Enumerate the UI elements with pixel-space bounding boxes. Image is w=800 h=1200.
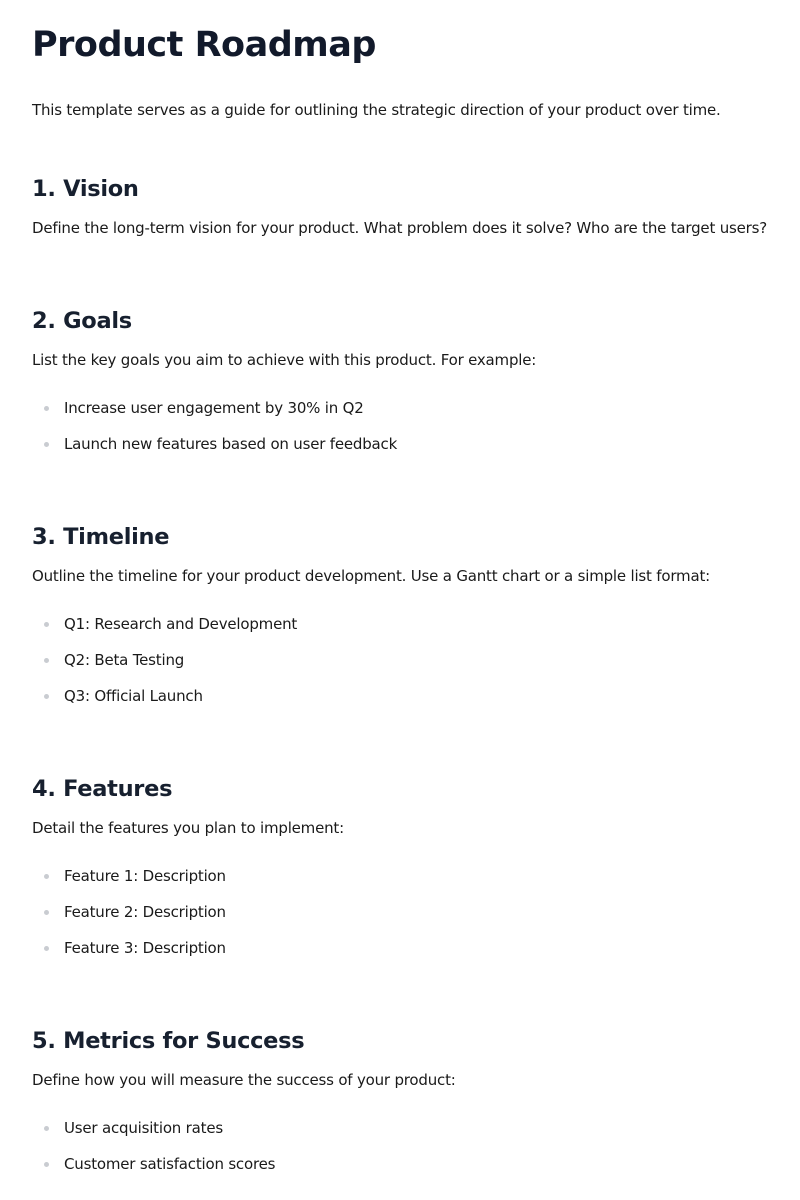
section-body-metrics: Define how you will measure the success of your product: — [32, 1071, 456, 1089]
list-item-text: Feature 1: Description — [64, 867, 226, 885]
bullet-icon — [44, 442, 49, 447]
section-metrics — [32, 1026, 772, 1173]
bullet-icon — [44, 910, 49, 915]
list-item — [32, 866, 226, 902]
list-item — [32, 434, 397, 470]
section-heading-metrics: 5. Metrics for Success — [32, 1028, 305, 1054]
bullet-icon — [44, 658, 49, 663]
section-goals — [32, 306, 772, 453]
intro-paragraph: This template serves as a guide for outlining the strategic direction of your product over time. — [32, 101, 721, 119]
list-item-text: Feature 2: Description — [64, 903, 226, 921]
goals-list — [32, 398, 397, 470]
timeline-list — [32, 614, 297, 722]
list-item — [32, 938, 226, 974]
section-heading-features: 4. Features — [32, 776, 173, 802]
list-item — [32, 614, 297, 650]
bullet-icon — [44, 406, 49, 411]
section-body-goals: List the key goals you aim to achieve with this product. For example: — [32, 351, 537, 369]
bullet-icon — [44, 946, 49, 951]
bullet-icon — [44, 1126, 49, 1131]
section-body-features: Detail the features you plan to implement: — [32, 819, 344, 837]
bullet-icon — [44, 1162, 49, 1167]
page-title: Product Roadmap — [32, 25, 376, 65]
section-body-timeline: Outline the timeline for your product development. Use a Gantt chart or a simple list format: — [32, 567, 710, 585]
list-item — [32, 902, 226, 938]
section-heading-timeline: 3. Timeline — [32, 524, 170, 550]
list-item — [32, 1118, 275, 1154]
list-item-text: Q1: Research and Development — [64, 615, 298, 633]
list-item — [32, 686, 297, 722]
features-list — [32, 866, 226, 974]
metrics-list — [32, 1118, 275, 1190]
list-item — [32, 650, 297, 686]
list-item-text: Feature 3: Description — [64, 939, 226, 957]
section-timeline — [32, 522, 772, 705]
list-item-text: Q2: Beta Testing — [64, 651, 185, 669]
list-item-text: Launch new features based on user feedback — [64, 435, 398, 453]
section-vision — [32, 174, 772, 237]
section-features — [32, 774, 772, 957]
section-heading-vision: 1. Vision — [32, 176, 139, 202]
section-body-vision: Define the long-term vision for your product. What problem does it solve? Who are the target users? — [32, 219, 767, 237]
section-heading-goals: 2. Goals — [32, 308, 132, 334]
bullet-icon — [44, 694, 49, 699]
list-item-text: User acquisition rates — [64, 1119, 223, 1137]
list-item — [32, 1154, 275, 1190]
list-item-text: Q3: Official Launch — [64, 687, 203, 705]
list-item-text: Increase user engagement by 30% in Q2 — [64, 399, 364, 417]
list-item — [32, 398, 397, 434]
bullet-icon — [44, 622, 49, 627]
list-item-text: Customer satisfaction scores — [64, 1155, 276, 1173]
bullet-icon — [44, 874, 49, 879]
